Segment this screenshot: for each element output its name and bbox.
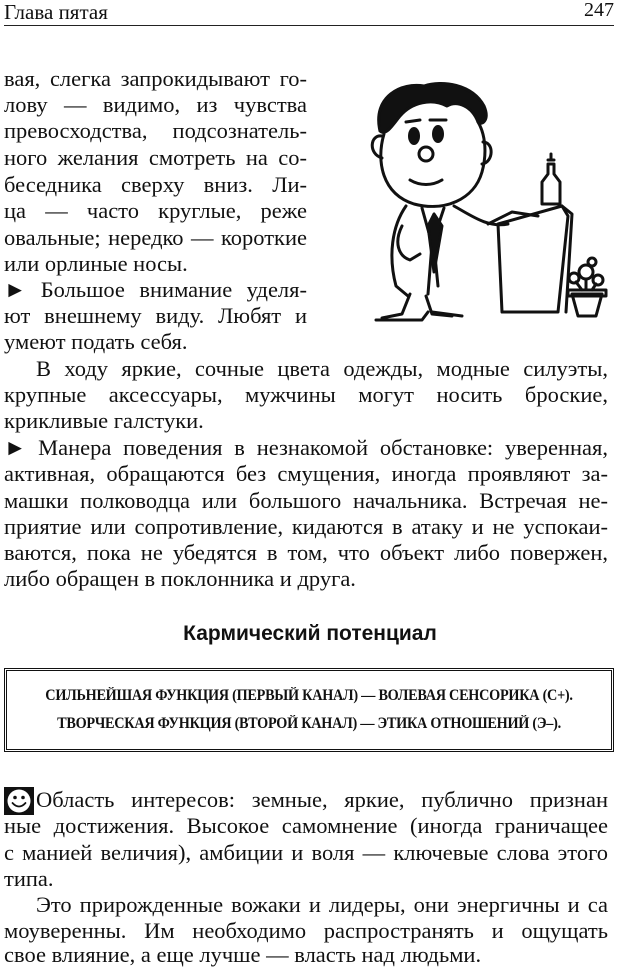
text-line: ► Большое внимание уделя- bbox=[4, 277, 307, 302]
text-line: В ходу яркие, сочные цвета одежды, модные силуэты, bbox=[36, 356, 608, 381]
text-line: свое влияние, а еще лучше — власть над людьми. bbox=[4, 942, 482, 967]
text-line: или орлиные носы. bbox=[4, 251, 188, 276]
running-header bbox=[4, 0, 614, 26]
text-line: лову — видимо, из чувства bbox=[4, 92, 307, 117]
page-number: 247 bbox=[584, 0, 614, 21]
text-line: ного желания смотреть на со- bbox=[4, 145, 307, 170]
text-line: ► Манера поведения в незнакомой обстановке: уверенная, bbox=[4, 435, 608, 460]
text-line: ные достижения. Высокое самомнение (иногда граничащее bbox=[4, 813, 608, 838]
text-line: Область интересов: земные, яркие, публично признан bbox=[36, 787, 608, 812]
text-line: умеют подать себя. bbox=[4, 329, 188, 354]
text-line: с манией величия), амбиции и воля — ключевые слова этого bbox=[4, 840, 608, 865]
text-line: типа. bbox=[4, 866, 54, 891]
text-line: крикливые галстуки. bbox=[4, 408, 204, 433]
text-line: вая, слегка запрокидывают го- bbox=[4, 66, 307, 91]
box-line-2: ТВОРЧЕСКАЯ ФУНКЦИЯ (ВТОРОЙ КАНАЛ) — ЭТИКА ОТНОШЕНИЙ (Э–). bbox=[57, 715, 561, 732]
text-line: Это прирожденные вожаки и лидеры, они энергичны и са bbox=[36, 892, 608, 917]
text-line: превосходства, подсознатель- bbox=[4, 118, 307, 143]
text-line: крупные аксессуары, мужчины могут носить броские, bbox=[4, 382, 608, 407]
text-line: активная, обращаются без смущения, иногда проявляют за- bbox=[4, 461, 608, 486]
box-line-1: СИЛЬНЕЙШАЯ ФУНКЦИЯ (ПЕРВЫЙ КАНАЛ) — ВОЛЕВАЯ СЕНСОРИКА (С+). bbox=[45, 687, 573, 704]
text-line: овальные; нередко — короткие bbox=[4, 225, 307, 250]
section-heading: Кармический потенциал bbox=[183, 622, 437, 645]
chapter-title: Глава пятая bbox=[4, 0, 108, 24]
text-line: приятие или сопротивление, кидаются в атаку и не успокаи- bbox=[4, 514, 608, 539]
text-line: либо обращен в поклонника и друга. bbox=[4, 566, 356, 591]
text-line: ца — часто круглые, реже bbox=[4, 198, 307, 223]
cartoon-man-at-desk-illustration bbox=[362, 76, 620, 326]
text-line: моуверенны. Им необходимо распространять и ощущать bbox=[4, 918, 608, 943]
smiley-face-icon bbox=[4, 787, 34, 815]
text-line: машки полководца или большого начальника. Встречая не- bbox=[4, 488, 608, 513]
text-line: ют внешнему виду. Любят и bbox=[4, 303, 307, 328]
function-box bbox=[4, 668, 614, 752]
text-line: беседника сверху вниз. Ли- bbox=[4, 172, 307, 197]
text-line: ваются, пока не убедятся в том, что объект либо повержен, bbox=[4, 540, 608, 565]
